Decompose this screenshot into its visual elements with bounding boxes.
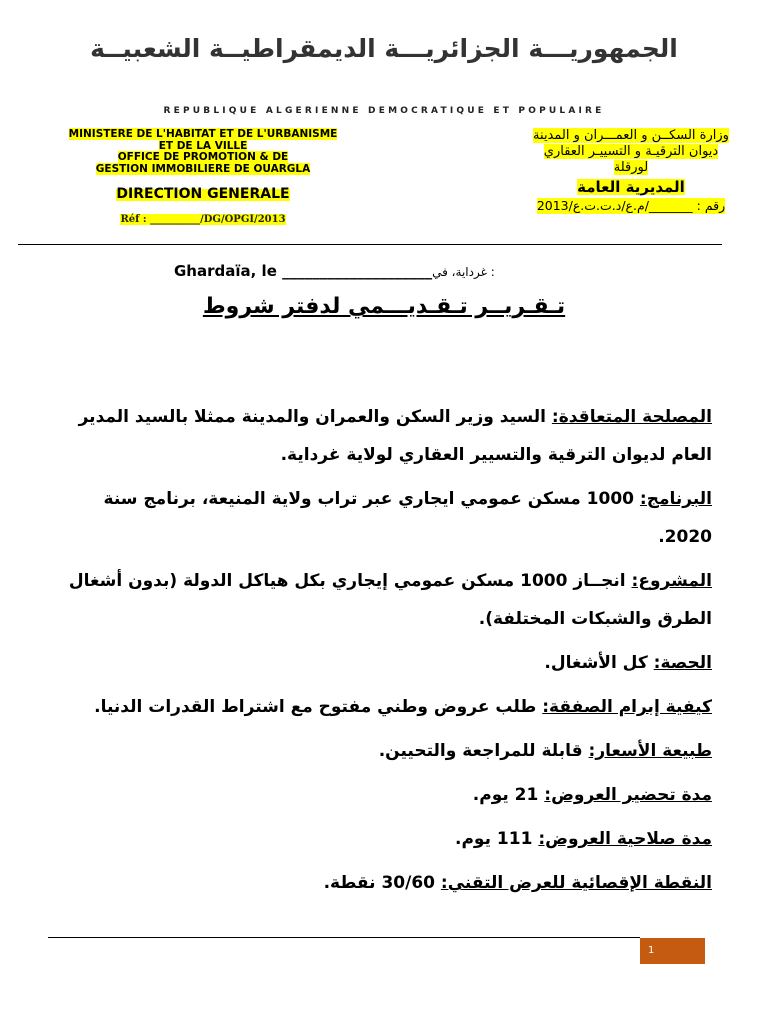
direction-generale-label: DIRECTION GENERALE	[116, 186, 290, 202]
clause-text: 21 يوم.	[472, 785, 545, 805]
clause-text: كل الأشغال.	[544, 653, 654, 673]
clause-label: طبيعة الأسعار:	[588, 741, 712, 761]
clause-item	[48, 688, 712, 726]
ministry-block-french	[40, 129, 366, 225]
clause-label: البرنامج:	[639, 489, 712, 509]
place-date-line	[174, 262, 594, 280]
clause-label: النقطة الإقصائية للعرض التقني:	[440, 873, 712, 893]
header-title-arabic: الجمهوريـــة الجزائريـــة الديمقراطيــة الشعبيــة	[90, 34, 678, 63]
header-title-french: REPUBLIQUE ALGERIENNE DEMOCRATIQUE ET POPULAIRE	[163, 106, 605, 116]
ministry-line-2: ET DE LA VILLE	[158, 139, 248, 152]
clause-label: كيفية إبرام الصفقة:	[542, 697, 712, 717]
clause-item	[48, 732, 712, 770]
ministry-ar-line-3: لورقلة	[613, 160, 649, 175]
place-date-arabic: غرداية، في :	[432, 265, 495, 279]
ministry-line-1: MINISTERE DE L'HABITAT ET DE L'URBANISME	[68, 128, 338, 140]
reference-number: Réf : __________/DG/OPGI/2013	[120, 213, 286, 225]
clause-item	[48, 562, 712, 638]
clause-text: قابلة للمراجعة والتحيين.	[378, 741, 589, 761]
ministry-ar-line-2: ديوان الترقيـة و التسييـر العقاري	[543, 144, 719, 159]
clause-text: السيد وزير السكن والعمران والمدينة ممثلا بالسيد المدير العام لديوان الترقية والتسيير العقاري لولاية غرداية.	[78, 407, 712, 465]
clause-text: 30/60 نقطة.	[323, 873, 441, 893]
clause-item	[48, 820, 712, 858]
clause-label: مدة تحضير العروض:	[544, 785, 712, 805]
clause-item	[48, 864, 712, 902]
ministry-line-3: OFFICE DE PROMOTION & DE	[117, 151, 289, 163]
direction-generale-arabic: المديرية العامة	[577, 178, 685, 196]
place-date-french: Ghardaïa, le ____________________	[174, 262, 433, 280]
clause-text: 1000 مسكن عمومي ايجاري عبر تراب ولاية المنيعة، برنامج سنة 2020.	[103, 489, 712, 547]
clause-label: المصلحة المتعاقدة:	[551, 407, 712, 427]
document-body	[48, 398, 712, 908]
clause-item	[48, 398, 712, 474]
clause-label: مدة صلاحية العروض:	[538, 829, 712, 849]
clause-label: الحصة:	[653, 653, 712, 673]
header-divider	[18, 244, 722, 245]
clause-label: المشروع:	[631, 571, 712, 591]
clause-item	[48, 776, 712, 814]
clause-item	[48, 644, 712, 682]
clause-text: انجــاز 1000 مسكن عمومي إيجاري بكل هياكل الدولة (بدون أشغال الطرق والشبكات المختلفة).	[68, 571, 712, 629]
clause-text: 111 يوم.	[455, 829, 539, 849]
clause-item	[48, 480, 712, 556]
document-title: تـقـريــر تـقـديـــمي لدفتر شروط	[202, 294, 566, 319]
reference-number-arabic: رقم : _______/م.ع/د.ت.ت.ع/2013	[536, 198, 726, 213]
ministry-line-4: GESTION IMMOBILIERE DE OUARGLA	[95, 162, 311, 175]
clause-text: طلب عروض وطني مفتوح مع اشتراط القدرات الدنيا.	[94, 697, 543, 717]
ministry-ar-line-1: وزارة السكــن و العمـــران و المدينة	[533, 128, 729, 143]
footer-divider	[48, 937, 640, 938]
ministry-block-arabic	[500, 128, 762, 215]
page-number-badge: 1	[640, 938, 705, 964]
